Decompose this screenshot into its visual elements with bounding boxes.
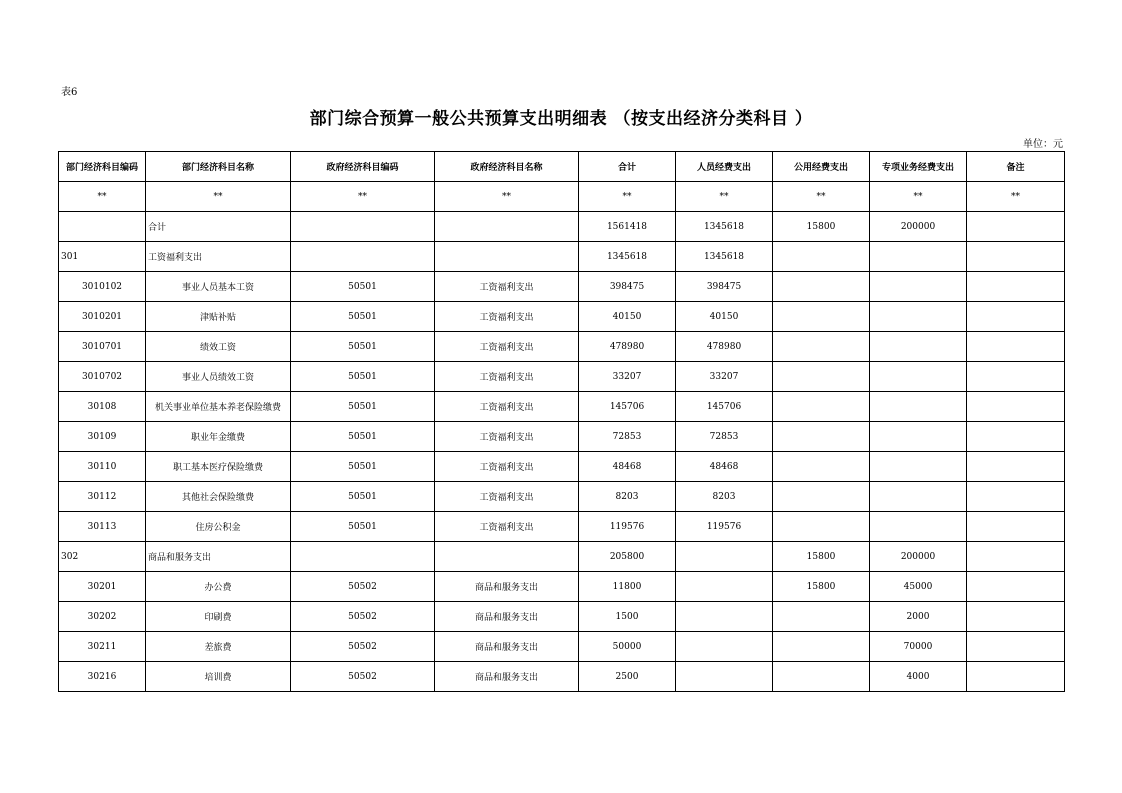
cell-personnel: 1345618 — [676, 212, 773, 242]
cell-total: 398475 — [579, 272, 676, 302]
cell-special: 200000 — [870, 542, 967, 572]
table-row — [59, 242, 1065, 272]
cell-remarks — [967, 242, 1065, 272]
cell-gov-name: 工资福利支出 — [435, 392, 579, 422]
cell-dept-name: 事业人员绩效工资 — [146, 362, 291, 392]
cell-gov-code — [291, 242, 435, 272]
table-row — [59, 392, 1065, 422]
cell-public: 15800 — [773, 212, 870, 242]
cell-total: 33207 — [579, 362, 676, 392]
cell-dept-code: 30113 — [59, 512, 146, 542]
cell-gov-code: 50502 — [291, 572, 435, 602]
cell-gov-code: 50502 — [291, 662, 435, 692]
cell-special: 45000 — [870, 572, 967, 602]
cell-remarks — [967, 452, 1065, 482]
cell-gov-name: 商品和服务支出 — [435, 662, 579, 692]
cell-dept-name: 培训费 — [146, 662, 291, 692]
cell-dept-code: 30109 — [59, 422, 146, 452]
cell-gov-name — [435, 542, 579, 572]
cell-dept-code: 301 — [59, 242, 146, 272]
col-header-total: 合计 — [579, 152, 676, 182]
cell-gov-name: 工资福利支出 — [435, 452, 579, 482]
cell-dept-name: 住房公积金 — [146, 512, 291, 542]
cell-dept-code — [59, 212, 146, 242]
cell-gov-name: 工资福利支出 — [435, 272, 579, 302]
cell-dept-name: 合计 — [146, 212, 291, 242]
page-title: 部门综合预算一般公共预算支出明细表 （按支出经济分类科目 ） — [309, 109, 813, 129]
cell-public — [773, 602, 870, 632]
table-row — [59, 332, 1065, 362]
cell-public: 15800 — [773, 572, 870, 602]
cell-public: 15800 — [773, 542, 870, 572]
cell-remarks — [967, 542, 1065, 572]
cell-remarks — [967, 482, 1065, 512]
cell-remarks — [967, 572, 1065, 602]
table-row — [59, 422, 1065, 452]
cell-special — [870, 512, 967, 542]
cell-dept-name: 其他社会保险缴费 — [146, 482, 291, 512]
cell-special — [870, 362, 967, 392]
table-row — [59, 542, 1065, 572]
cell-personnel: 33207 — [676, 362, 773, 392]
cell-gov-code: 50502 — [291, 632, 435, 662]
cell-total: 119576 — [579, 512, 676, 542]
cell-special — [870, 272, 967, 302]
cell-gov-code: 50501 — [291, 332, 435, 362]
cell-personnel: 145706 — [676, 392, 773, 422]
col-header-gov-code: 政府经济科目编码 — [291, 152, 435, 182]
cell-gov-name: 工资福利支出 — [435, 332, 579, 362]
table-row — [59, 302, 1065, 332]
cell-dept-name: 工资福利支出 — [146, 242, 291, 272]
cell-personnel: 119576 — [676, 512, 773, 542]
table-row — [59, 362, 1065, 392]
cell-dept-code: 302 — [59, 542, 146, 572]
cell-personnel — [676, 662, 773, 692]
table-row — [59, 572, 1065, 602]
cell-gov-name — [435, 242, 579, 272]
table-row — [59, 272, 1065, 302]
cell-gov-code — [291, 542, 435, 572]
cell-remarks — [967, 392, 1065, 422]
cell-dept-code: 3010702 — [59, 362, 146, 392]
col-header-dept-code: 部门经济科目编码 — [59, 152, 146, 182]
cell-special — [870, 422, 967, 452]
cell-remarks — [967, 512, 1065, 542]
cell-gov-name: ** — [435, 182, 579, 212]
cell-gov-name: 商品和服务支出 — [435, 632, 579, 662]
table-row — [59, 632, 1065, 662]
cell-gov-name: 工资福利支出 — [435, 362, 579, 392]
cell-total: 72853 — [579, 422, 676, 452]
cell-dept-code: 30201 — [59, 572, 146, 602]
cell-public — [773, 512, 870, 542]
cell-public — [773, 332, 870, 362]
cell-total: ** — [579, 182, 676, 212]
cell-personnel — [676, 602, 773, 632]
cell-gov-code: 50501 — [291, 482, 435, 512]
cell-total: 1561418 — [579, 212, 676, 242]
cell-remarks — [967, 302, 1065, 332]
table-row — [59, 212, 1065, 242]
cell-dept-name: 津贴补贴 — [146, 302, 291, 332]
table-row — [59, 512, 1065, 542]
table-row — [59, 602, 1065, 632]
cell-total: 145706 — [579, 392, 676, 422]
cell-gov-name — [435, 212, 579, 242]
col-header-public: 公用经费支出 — [773, 152, 870, 182]
cell-remarks — [967, 422, 1065, 452]
cell-gov-name: 工资福利支出 — [435, 302, 579, 332]
col-header-personnel: 人员经费支出 — [676, 152, 773, 182]
cell-gov-name: 工资福利支出 — [435, 482, 579, 512]
cell-dept-code: 30216 — [59, 662, 146, 692]
cell-public — [773, 392, 870, 422]
cell-special — [870, 302, 967, 332]
cell-gov-code: 50501 — [291, 452, 435, 482]
table-header-row — [59, 152, 1065, 182]
cell-total: 48468 — [579, 452, 676, 482]
cell-dept-code: 3010201 — [59, 302, 146, 332]
cell-gov-name: 工资福利支出 — [435, 512, 579, 542]
cell-dept-name: 商品和服务支出 — [146, 542, 291, 572]
cell-remarks — [967, 332, 1065, 362]
cell-dept-name: 职业年金缴费 — [146, 422, 291, 452]
cell-public — [773, 242, 870, 272]
cell-dept-name: 办公费 — [146, 572, 291, 602]
table-row — [59, 452, 1065, 482]
cell-total: 2500 — [579, 662, 676, 692]
cell-gov-code: 50501 — [291, 512, 435, 542]
cell-personnel: 398475 — [676, 272, 773, 302]
cell-public — [773, 632, 870, 662]
cell-special: ** — [870, 182, 967, 212]
cell-remarks — [967, 362, 1065, 392]
cell-special — [870, 452, 967, 482]
cell-dept-code: 30211 — [59, 632, 146, 662]
cell-personnel: 478980 — [676, 332, 773, 362]
cell-personnel: 72853 — [676, 422, 773, 452]
cell-remarks: ** — [967, 182, 1065, 212]
cell-dept-name: 印刷费 — [146, 602, 291, 632]
cell-total: 11800 — [579, 572, 676, 602]
cell-special — [870, 242, 967, 272]
cell-gov-code: 50501 — [291, 302, 435, 332]
col-header-dept-name: 部门经济科目名称 — [146, 152, 291, 182]
sheet-label: 表6 — [61, 87, 78, 98]
cell-public — [773, 452, 870, 482]
cell-dept-name: 绩效工资 — [146, 332, 291, 362]
cell-special: 2000 — [870, 602, 967, 632]
cell-public — [773, 362, 870, 392]
cell-gov-name: 工资福利支出 — [435, 422, 579, 452]
cell-gov-code: 50501 — [291, 422, 435, 452]
table-row — [59, 662, 1065, 692]
cell-total: 40150 — [579, 302, 676, 332]
cell-dept-name: 事业人员基本工资 — [146, 272, 291, 302]
cell-remarks — [967, 272, 1065, 302]
cell-personnel — [676, 542, 773, 572]
cell-gov-name: 商品和服务支出 — [435, 602, 579, 632]
cell-dept-code: 30108 — [59, 392, 146, 422]
cell-personnel: 8203 — [676, 482, 773, 512]
cell-public — [773, 272, 870, 302]
cell-dept-name: 差旅费 — [146, 632, 291, 662]
cell-dept-name: ** — [146, 182, 291, 212]
cell-total: 205800 — [579, 542, 676, 572]
cell-special: 4000 — [870, 662, 967, 692]
cell-gov-code: 50502 — [291, 602, 435, 632]
col-header-special: 专项业务经费支出 — [870, 152, 967, 182]
cell-total: 478980 — [579, 332, 676, 362]
cell-dept-code: 30202 — [59, 602, 146, 632]
cell-remarks — [967, 602, 1065, 632]
cell-remarks — [967, 632, 1065, 662]
cell-special — [870, 332, 967, 362]
cell-personnel: ** — [676, 182, 773, 212]
budget-table — [58, 151, 1065, 692]
col-header-remarks: 备注 — [967, 152, 1065, 182]
cell-personnel: 1345618 — [676, 242, 773, 272]
cell-gov-code: ** — [291, 182, 435, 212]
cell-dept-code: ** — [59, 182, 146, 212]
cell-special — [870, 392, 967, 422]
cell-total: 50000 — [579, 632, 676, 662]
cell-personnel: 40150 — [676, 302, 773, 332]
cell-public: ** — [773, 182, 870, 212]
cell-public — [773, 482, 870, 512]
cell-gov-code — [291, 212, 435, 242]
col-header-gov-name: 政府经济科目名称 — [435, 152, 579, 182]
cell-dept-code: 3010102 — [59, 272, 146, 302]
cell-public — [773, 302, 870, 332]
cell-gov-name: 商品和服务支出 — [435, 572, 579, 602]
cell-personnel: 48468 — [676, 452, 773, 482]
cell-total: 1345618 — [579, 242, 676, 272]
cell-gov-code: 50501 — [291, 362, 435, 392]
cell-special — [870, 482, 967, 512]
cell-dept-code: 30112 — [59, 482, 146, 512]
table-row — [59, 182, 1065, 212]
cell-special: 200000 — [870, 212, 967, 242]
cell-public — [773, 422, 870, 452]
cell-personnel — [676, 572, 773, 602]
cell-remarks — [967, 662, 1065, 692]
cell-dept-code: 3010701 — [59, 332, 146, 362]
cell-total: 8203 — [579, 482, 676, 512]
table-row — [59, 482, 1065, 512]
cell-dept-code: 30110 — [59, 452, 146, 482]
cell-gov-code: 50501 — [291, 272, 435, 302]
cell-public — [773, 662, 870, 692]
cell-total: 1500 — [579, 602, 676, 632]
cell-remarks — [967, 212, 1065, 242]
cell-gov-code: 50501 — [291, 392, 435, 422]
cell-dept-name: 职工基本医疗保险缴费 — [146, 452, 291, 482]
cell-special: 70000 — [870, 632, 967, 662]
cell-personnel — [676, 632, 773, 662]
cell-dept-name: 机关事业单位基本养老保险缴费 — [146, 392, 291, 422]
unit-label: 单位：元 — [1023, 139, 1063, 150]
